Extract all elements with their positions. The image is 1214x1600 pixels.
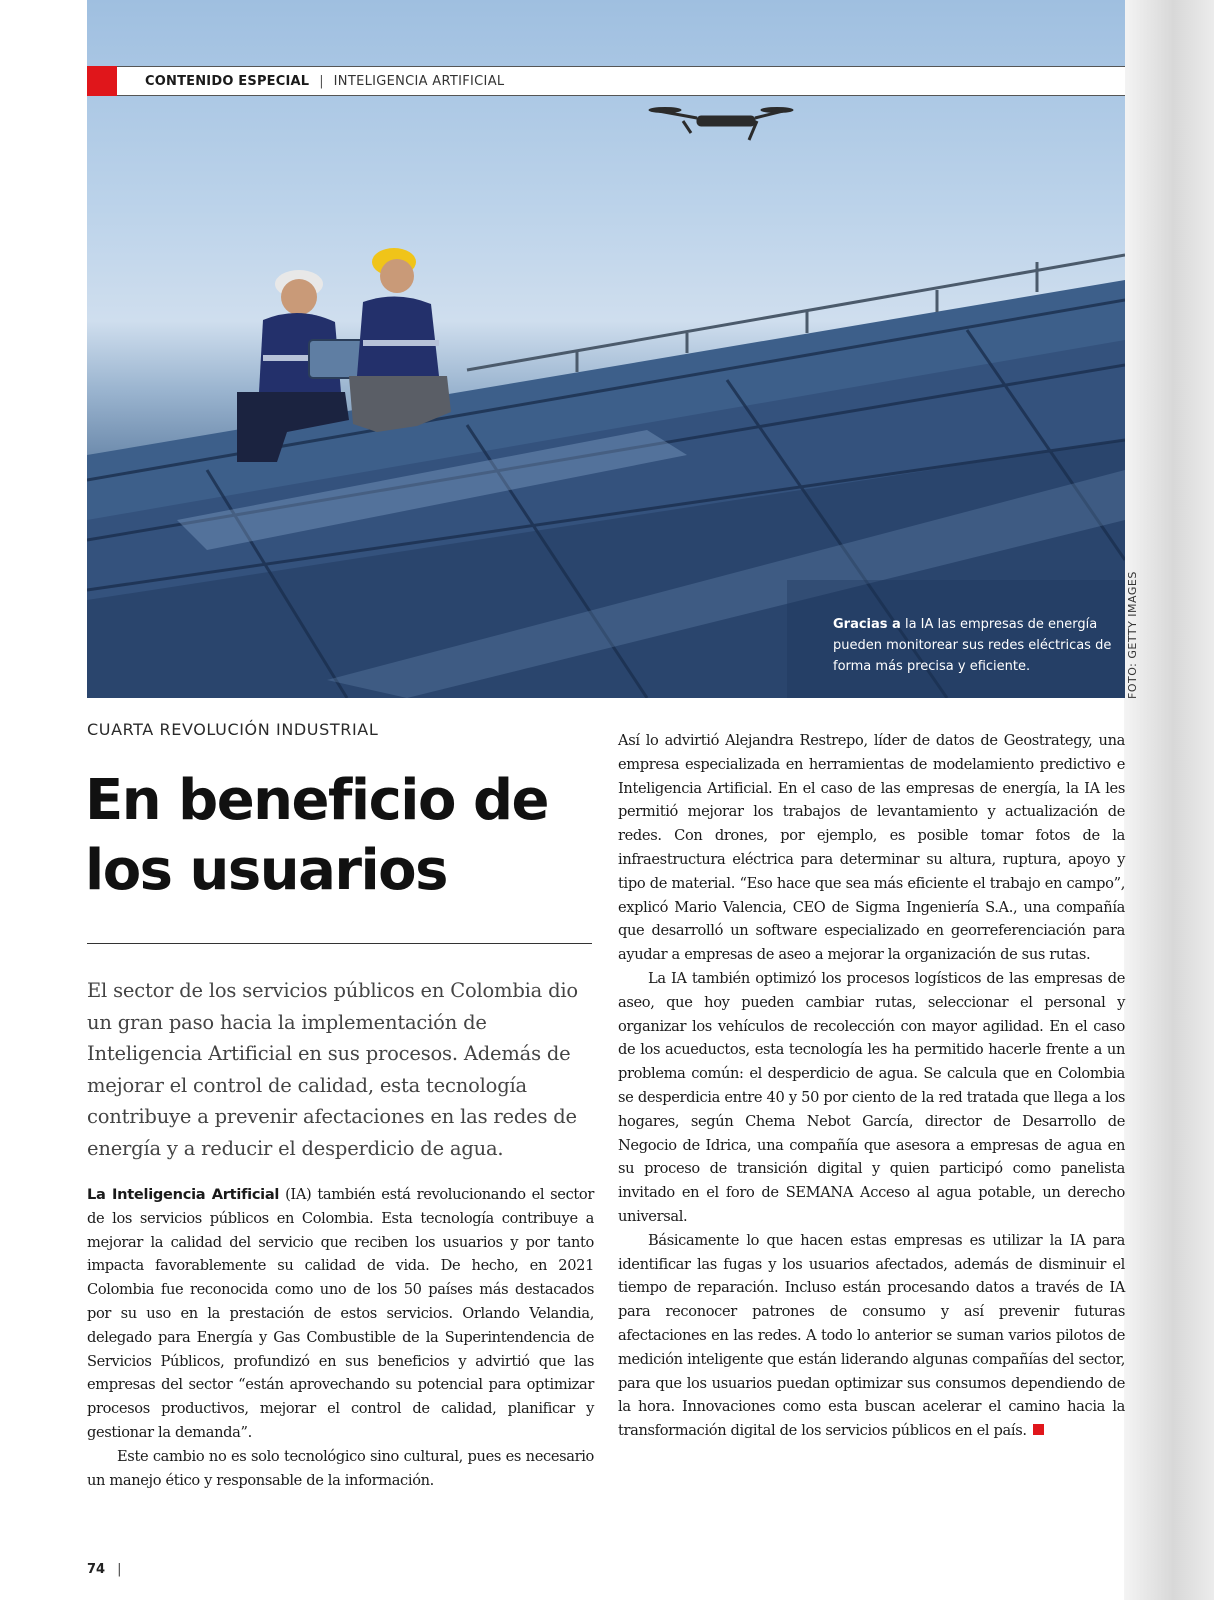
- article-headline: En beneficio de los usuarios: [85, 768, 549, 903]
- page-number: 74: [87, 1562, 106, 1577]
- article-lead: El sector de los servicios públicos en Colombia dio un gran paso hacia la implementación de Inteligencia Artificial en sus procesos. Además de mejorar el control de calidad, esta tecnología contribuye a prevenir afectaciones en las redes de energía y a reducir el desperdicio de agua.: [87, 979, 578, 1160]
- headline-divider: [87, 943, 592, 944]
- hero-photo: [87, 0, 1125, 698]
- section-label: CONTENIDO ESPECIAL: [145, 73, 310, 89]
- paragraph-lead-in: La Inteligencia Artificial: [87, 1186, 280, 1203]
- section-marker: [87, 66, 117, 96]
- end-of-article-icon: [1033, 1424, 1044, 1435]
- article-column-left: [87, 1183, 594, 1492]
- photo-caption-text: la IA las empresas de energía pueden monitorear sus redes eléctricas de forma más precisa y eficiente.: [833, 617, 1112, 674]
- photo-caption-lead: Gracias a: [833, 617, 901, 632]
- page-footer: [87, 1562, 121, 1577]
- section-separator: |: [319, 73, 324, 89]
- section-header: [87, 66, 1125, 96]
- photo-caption: [833, 614, 1113, 677]
- article-kicker: CUARTA REVOLUCIÓN INDUSTRIAL: [87, 720, 379, 739]
- page-edge-shadow: [1124, 0, 1214, 1600]
- article-paragraph: Así lo advirtió Alejandra Restrepo, líder de datos de Geostrategy, una empresa especializada en herramientas de modelamiento predictivo e Inteligencia Artificial. En el caso de las empresas de energía, la IA les permitió mejorar los trabajos de levantamiento y actualización de redes. Con drones, por ejemplo, es posible tomar fotos de la infraestructura eléctrica para determinar su altura, ruptura, apoyo y tipo de material. “Eso hace que sea más eficiente el trabajo en campo”, explicó Mario Valencia, CEO de Sigma Ingeniería S.A., una compañía que desarrolló un software especializado en georreferenciación para ayudar a empresas de aseo a mejorar la organización de sus rutas.: [618, 732, 1125, 964]
- paragraph-text: (IA) también está revolucionando el sector de los servicios públicos en Colombia. Esta tecnología contribuye a mejorar la calidad del servicio que reciben los usuarios y por tanto impacta favorablemente su calidad de vida. De hecho, en 2021 Colombia fue reconocida como uno de los 50 países más destacados por su uso en la prestación de estos servicios. Orlando Velandia, delegado para Energía y Gas Combustible de la Superintendencia de Servicios Públicos, profundizó en sus beneficios y advirtió que las empresas del sector “están aprovechando su potencial para optimizar procesos productivos, mejorar el control de calidad, planificar y gestionar la demanda”.: [87, 1186, 594, 1441]
- solar-farm-illustration: [87, 0, 1125, 698]
- paragraph-text: Básicamente lo que hacen estas empresas es utilizar la IA para identificar las fugas y los usuarios afectados, además de disminuir el tiempo de reparación. Incluso están procesando datos a través de IA para reconocer patrones de consumo y así prevenir futuras afectaciones en las redes. A todo lo anterior se suman varios pilotos de medición inteligente que están liderando algunas compañías del sector, para que los usuarios puedan optimizar sus consumos dependiendo de la hora. Innovaciones como esta buscan acelerar el camino hacia la transformación digital de los servicios públicos en el país.: [618, 1231, 1125, 1440]
- article-column-right: [618, 729, 1125, 1443]
- photo-credit: FOTO: GETTY IMAGES: [1126, 571, 1139, 699]
- drone-icon: [649, 108, 793, 141]
- section-topic: INTELIGENCIA ARTIFICIAL: [333, 73, 505, 89]
- worker-right: [349, 248, 451, 432]
- page-footer-separator: |: [117, 1562, 122, 1577]
- article-paragraph: [87, 1183, 594, 1445]
- article-paragraph: Este cambio no es solo tecnológico sino cultural, pues es necesario un manejo ético y responsable de la información.: [87, 1447, 594, 1489]
- article-paragraph: La IA también optimizó los procesos logísticos de las empresas de aseo, que hoy pueden cambiar rutas, seleccionar el personal y organizar los vehículos de recolección con mayor agilidad. En el caso de los acueductos, esta tecnología les ha permitido hacerle frente a un problema común: el desperdicio de agua. Se calcula que en Colombia se desperdicia entre 40 y 50 por ciento de la red tratada que llega a los hogares, según Chema Nebot García, director de Desarrollo de Negocio de Idrica, una compañía que asesora a empresas de agua en su proceso de transición digital y quien participó como panelista invitado en el foro de SEMANA Acceso al agua potable, un derecho universal.: [618, 969, 1125, 1225]
- article-paragraph: [618, 1229, 1125, 1443]
